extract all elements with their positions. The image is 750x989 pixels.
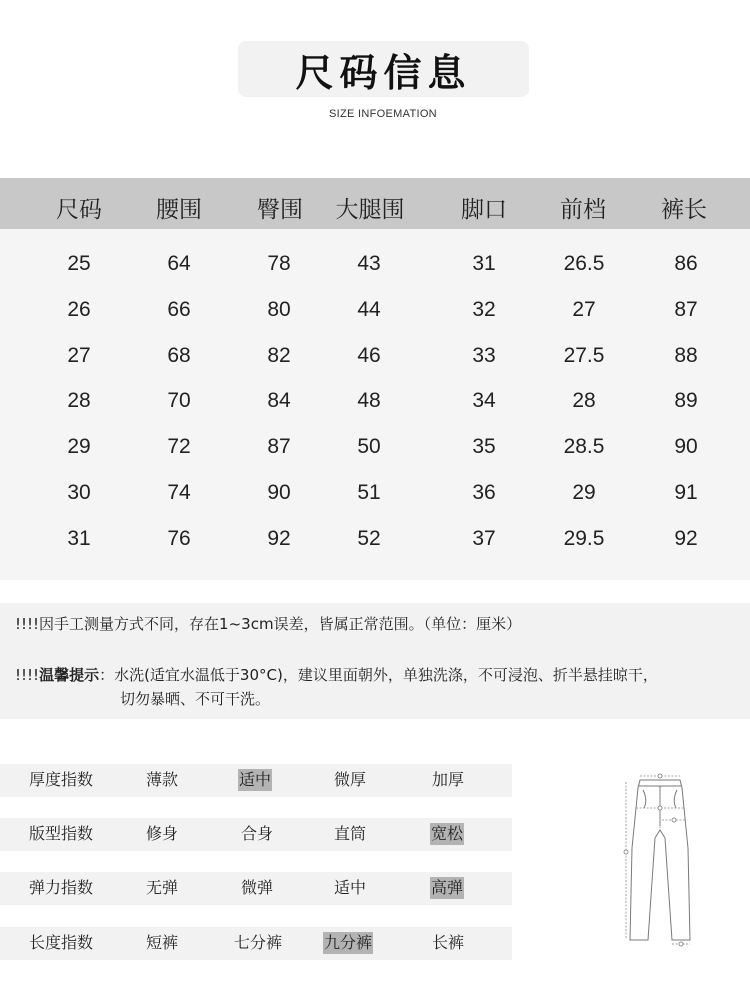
index-option: 薄款 xyxy=(146,770,179,789)
index-option: 无弹 xyxy=(146,878,179,897)
table-cell: 29 xyxy=(572,481,596,504)
index-label: 长度指数 xyxy=(29,933,94,952)
index-option: 高弹 xyxy=(431,878,464,897)
page-subtitle: SIZE INFOEMATION xyxy=(329,108,437,120)
column-header-hip: 臀围 xyxy=(257,197,303,223)
table-cell: 80 xyxy=(267,298,291,321)
table-cell: 70 xyxy=(167,389,191,412)
table-cell: 27 xyxy=(67,344,91,367)
table-cell: 46 xyxy=(357,344,381,367)
table-cell: 27.5 xyxy=(563,344,605,367)
table-cell: 34 xyxy=(472,389,496,412)
index-label: 弹力指数 xyxy=(29,878,94,897)
table-cell: 31 xyxy=(67,527,91,550)
measure-marker xyxy=(679,942,683,946)
measurement-note: !!!!因手工测量方式不同，存在1~3cm误差，皆属正常范围。（单位：厘米） xyxy=(15,615,522,633)
column-header-waist: 腰围 xyxy=(156,197,202,223)
table-cell: 68 xyxy=(167,344,191,367)
table-cell: 26 xyxy=(67,298,91,321)
table-cell: 29.5 xyxy=(563,527,605,550)
table-cell: 90 xyxy=(267,481,291,504)
column-header-size: 尺码 xyxy=(56,197,102,223)
index-option: 短裤 xyxy=(146,933,179,952)
index-option: 合身 xyxy=(241,824,274,843)
table-cell: 28 xyxy=(572,389,596,412)
table-cell: 50 xyxy=(357,435,381,458)
table-cell: 43 xyxy=(357,252,381,275)
pocket-line xyxy=(643,790,646,808)
table-cell: 30 xyxy=(67,481,91,504)
table-cell: 91 xyxy=(674,481,698,504)
table-cell: 82 xyxy=(267,344,291,367)
table-cell: 25 xyxy=(67,252,91,275)
index-option: 适中 xyxy=(239,770,272,789)
index-option: 九分裤 xyxy=(324,933,373,952)
table-cell: 84 xyxy=(267,389,291,412)
index-option: 微弹 xyxy=(241,878,274,897)
elasticity-index-row xyxy=(0,872,512,905)
table-cell: 37 xyxy=(472,527,496,550)
measure-marker xyxy=(658,774,662,778)
thickness-index-row xyxy=(0,764,512,797)
pants-measurement-diagram xyxy=(610,768,710,948)
column-header-front-rise: 前档 xyxy=(560,197,606,223)
index-option: 宽松 xyxy=(431,824,464,843)
tip-label: 温馨提示 xyxy=(39,666,100,684)
table-cell: 31 xyxy=(472,252,496,275)
index-option: 修身 xyxy=(146,824,179,843)
table-cell: 26.5 xyxy=(563,252,605,275)
table-cell: 88 xyxy=(674,344,698,367)
table-cell: 28 xyxy=(67,389,91,412)
index-option: 微厚 xyxy=(334,770,367,789)
notes-panel xyxy=(0,603,750,719)
index-label: 厚度指数 xyxy=(29,770,94,789)
title-banner xyxy=(238,41,529,97)
table-cell: 72 xyxy=(167,435,191,458)
table-cell: 86 xyxy=(674,252,698,275)
table-cell: 51 xyxy=(357,481,381,504)
care-tip-line xyxy=(15,664,658,685)
table-cell: 66 xyxy=(167,298,191,321)
table-cell: 87 xyxy=(267,435,291,458)
index-option: 直筒 xyxy=(334,824,367,843)
table-cell: 64 xyxy=(167,252,191,275)
measure-marker xyxy=(658,806,662,810)
fit-index-row xyxy=(0,818,512,851)
table-cell: 29 xyxy=(67,435,91,458)
page-title: 尺码信息 xyxy=(295,50,472,95)
index-label: 版型指数 xyxy=(29,824,94,843)
table-cell: 27 xyxy=(572,298,596,321)
tip-prefix: !!!! xyxy=(15,666,40,684)
table-cell: 32 xyxy=(472,298,496,321)
table-cell: 74 xyxy=(167,481,191,504)
measure-marker xyxy=(624,850,628,854)
table-cell: 78 xyxy=(267,252,291,275)
table-cell: 89 xyxy=(674,389,698,412)
table-cell: 90 xyxy=(674,435,698,458)
table-cell: 44 xyxy=(357,298,381,321)
table-cell: 92 xyxy=(267,527,291,550)
index-option: 七分裤 xyxy=(234,933,283,952)
index-option: 加厚 xyxy=(432,770,465,789)
table-cell: 35 xyxy=(472,435,496,458)
column-header-thigh: 大腿围 xyxy=(335,197,405,223)
size-table-header xyxy=(0,178,750,229)
table-cell: 36 xyxy=(472,481,496,504)
tip-text-line2: 切勿暴晒、不可干洗。 xyxy=(120,690,271,708)
index-option: 长裤 xyxy=(432,933,465,952)
size-table-body xyxy=(0,229,750,580)
index-option: 适中 xyxy=(334,878,367,897)
length-index-row xyxy=(0,927,512,960)
measure-marker xyxy=(672,818,676,822)
table-cell: 48 xyxy=(357,389,381,412)
pocket-line xyxy=(674,790,677,808)
table-cell: 33 xyxy=(472,344,496,367)
table-cell: 92 xyxy=(674,527,698,550)
table-cell: 76 xyxy=(167,527,191,550)
table-cell: 28.5 xyxy=(563,435,605,458)
column-header-length: 裤长 xyxy=(661,197,707,223)
table-cell: 87 xyxy=(674,298,698,321)
tip-text-line1: ：水洗(适宜水温低于30°C)，建议里面朝外，单独洗涤，不可浸泡、折半悬挂晾干， xyxy=(99,666,658,684)
table-cell: 52 xyxy=(357,527,381,550)
column-header-hem: 脚口 xyxy=(461,197,507,223)
